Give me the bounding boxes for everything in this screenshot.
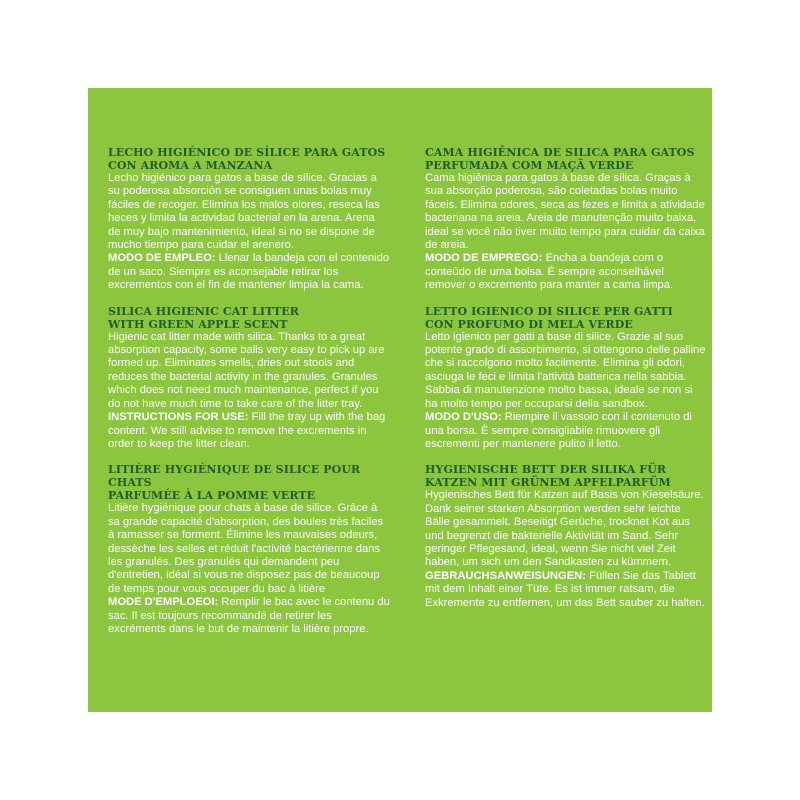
section-spanish [108,146,390,293]
title-line-1: HYGIENISCHE BETT DER SILIKA FÜR [425,463,667,477]
instructions: Fill the tray up with the bag content. We still advise to remove the excrements in order to keep the litter clean. [108,411,386,450]
section-portuguese [425,146,707,293]
section-body [425,489,707,610]
section-body [425,331,707,452]
title-line-2: KATZEN MIT GRÜNEM APFELPARFÜM [425,476,671,490]
section-body [108,172,390,293]
instructions-label: MODO DE EMPREGO: [425,252,543,265]
section-body [108,502,390,636]
section-body [108,331,390,452]
section-english [108,305,390,452]
title-line-2: PERFUMADA COM MAÇÃ VERDE [425,159,634,172]
section-title [108,463,390,502]
left-column [108,146,390,648]
instructions-label: GEBRAUCHSANWEISUNGEN: [425,569,586,582]
title-line-2: PARFUMÉE À LA POMME VERTE [108,489,316,503]
description: Letto igienico per gatti a base di silice. Grazie al suo potente grado di assorbimento, si ottengono delle palline che si raccolgono molto facilmente. Elimina gli odori, asciuga le feci e limita l'attività batterica nella sabbia. Sabbia di manutenzione molto bassa, ideale se non si ha molto tempo per occuparsi della sandbox. [425,330,706,410]
title-line-1: LETTO IGIENICO DI SILICE PER GATTI [425,304,673,318]
title-line-2: CON AROMA A MANZANA [108,159,273,172]
instructions-label: MODO D'USO: [425,411,502,424]
instructions-label: INSTRUCTIONS FOR USE: [108,411,249,424]
section-french [108,463,390,636]
description: Litière hygiénique pour chats à base de silice. Grâce à sa grande capacité d'absorption, des boules très faciles à ramasser se forment. Élimine les mauvaises odeurs, dessèche les selles et réduit l'activité bactérienne dans les granulés. Des granulés qui demandent peu d'entretien, idéal si vous ne disposez pas de beaucoup de temps pour vous occuper du bac à litière [108,502,384,595]
instructions: Füllen Sie das Tablett mit dem Inhalt einer Tüte. Es ist immer ratsam, die Exkremente zu entfernen, um das Bett sauber zu halten. [425,569,705,609]
instructions: Llenar la bandeja con el contenido de un saco. Siempre es aconsejable retirar los excrementos con el fin de mantener limpia la cama. [108,252,390,292]
title-line-1: CAMA HIGIÊNICA DE SILICA PARA GATOS [425,146,695,159]
description: Higienic cat litter made with silica. Thanks to a great absorption capacity, some balls very easy to pick up are formed up. Eliminates smells, dries out stools and reduces the bacterial activity in the granules. Granules which does not need much maintenance, perfect if you do not have much time to take care of the litter tray. [108,330,385,410]
description: Hygienisches Bett für Katzen auf Basis von Kieselsäure. Dank seiner starken Absorption werden sehr leichte Bälle gesammelt. Beseitigt Gerüche, trocknet Kot aus und begrenzt die bakterielle Aktivität im Sand. Sehr geringer Pflegesand, ideal, wenn Sie nicht viel Zeit haben, um sich um den Sandkasten zu kümmern. [425,489,704,569]
section-title [108,305,390,331]
title-line-1: LITIÈRE HYGIÉNIQUE DE SILICE POUR CHATS [108,463,361,490]
instructions: Riempire il vassoio con il contenuto di una borsa. È sempre consigliabile rimuovere gli escrementi per mantenere pulito il letto. [425,411,692,450]
section-title [425,305,707,331]
right-column [425,146,707,622]
label-panel [88,88,712,712]
description: Lecho higiénico para gatos a base de sílice. Gracias a su poderosa absorción se consiguen unas bolas muy fáciles de recoger. Elimina los malos olores, reseca las heces y limita la actividad bacterial en la arena. Arena de muy bajo mantenimiento, ideal si no se dispone de mucho tiempo para cuidar el arenero. [108,172,380,252]
title-line-1: SILICA HIGIENIC CAT LITTER [108,304,300,318]
section-title [108,146,390,172]
section-body [425,172,707,293]
description: Cama higiênica para gatos à base de sílica. Graças à sua absorção poderosa, são coletadas bolas muito fáceis. Elimina odores, seca as fezes e limita a atividade bacteriana na areia. Areia de manutenção muito baixa, ideal se você não tiver muito tempo para cuidar da caixa de areia. [425,172,705,252]
section-title [425,146,707,172]
instructions: Remplir le bac avec le contenu du sac. Il est toujours recommandé de retirer les excréments dans le but de maintenir la litière propre. [108,596,390,635]
title-line-2: WITH GREEN APPLE SCENT [108,317,288,331]
section-title [425,463,707,489]
title-line-2: CON PROFUMO DI MELA VERDE [425,317,633,331]
title-line-1: LECHO HIGIÉNICO DE SÍLICE PARA GATOS [108,146,386,159]
section-german [425,463,707,610]
instructions: Encha a bandeja com o conteúdo de uma bolsa. É sempre aconselhável remover o excremento para manter a cama limpa. [425,252,674,292]
instructions-label: MODO DE EMPLEO: [108,252,216,265]
section-italian [425,305,707,452]
instructions-label: MODE D'EMPLOEOI: [108,596,219,609]
